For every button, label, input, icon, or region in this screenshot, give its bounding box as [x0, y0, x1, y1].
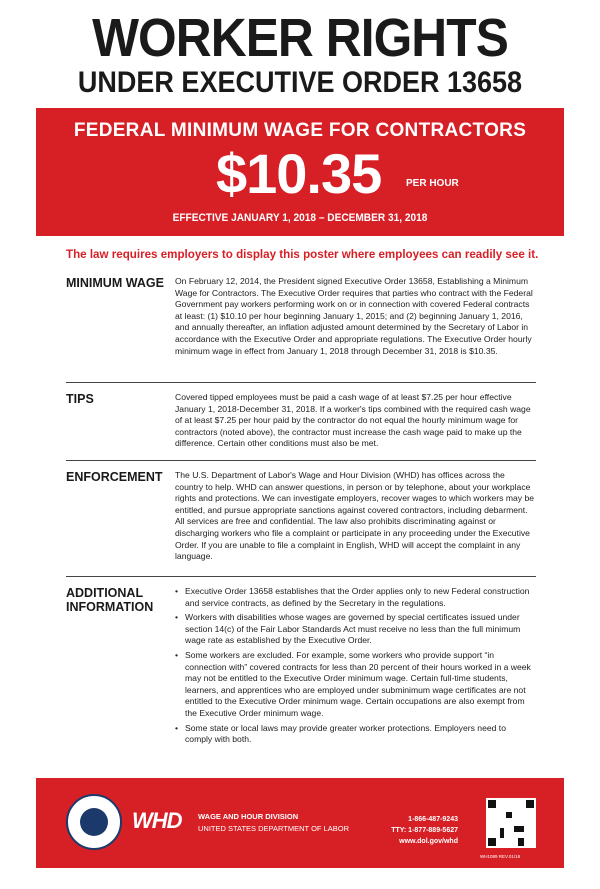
tips-label: TIPS	[66, 392, 94, 406]
qr-code-icon	[486, 798, 536, 848]
department-name: UNITED STATES DEPARTMENT OF LABOR	[198, 824, 349, 833]
divider	[66, 460, 536, 461]
wage-banner	[36, 108, 564, 236]
per-hour-label: PER HOUR	[406, 178, 459, 189]
minimum-wage-label: MINIMUM WAGE	[66, 276, 164, 290]
phone-number: 1-866-487-9243	[408, 816, 458, 823]
division-name: WAGE AND HOUR DIVISION	[198, 812, 299, 821]
list-item: • Some state or local laws may provide greater worker protections. Employers need to comply with both.	[175, 723, 535, 746]
banner-heading: FEDERAL MINIMUM WAGE FOR CONTRACTORS	[73, 120, 527, 141]
website-link[interactable]: www.dol.gov/whd	[399, 838, 458, 845]
additional-list	[175, 586, 535, 749]
display-notice: The law requires employers to display this poster where employees can readily see it.	[66, 248, 539, 261]
wage-amount: $10.35	[216, 142, 382, 205]
additional-label-2: INFORMATION	[66, 600, 154, 614]
additional-label-1: ADDITIONAL	[66, 586, 144, 600]
list-item: • Some workers are excluded. For example, some workers who provide support “in connection with” covered contracts for less than 20 percent of their hours worked in a week may not be entitled to the Executive Order minimum wage. Certain full-time students, learners, and apprentices who are employed under subminimum wage certificates are not entitled to the Executive Order minimum wage. Certain occupations are also exempt from the Executive Order minimum wage.	[175, 650, 535, 720]
contact-info	[391, 814, 458, 847]
enforcement-text: The U.S. Department of Labor's Wage and Hour Division (WHD) has offices across the country to help. WHD can answer questions, in person or by telephone, about your workplace rights and protections. We can investigate employers, recover wages to which workers may be entitled, and pursue appropriate sanctions against covered contractors, including debarment. All services are free and confidential. The law also prohibits discriminating against or discharging workers who file a complaint or participate in any proceeding under the Executive Order. If you are unable to file a complaint in English, WHD will accept the complaint in any language.	[175, 470, 535, 562]
page-subtitle: UNDER EXECUTIVE ORDER 13658	[77, 66, 523, 99]
effective-dates: EFFECTIVE JANUARY 1, 2018 – DECEMBER 31, 2018	[172, 212, 428, 224]
enforcement-label: ENFORCEMENT	[66, 470, 163, 484]
page-title: WORKER RIGHTS	[92, 8, 508, 68]
tty-number: TTY: 1-877-889-5627	[391, 827, 458, 834]
divider	[66, 382, 536, 383]
list-item: • Executive Order 13658 establishes that the Order applies only to new Federal construction and service contracts, as defined by the Secretary in the regulations.	[175, 586, 535, 609]
form-code: WH1089 REV.01/18	[480, 854, 521, 859]
minimum-wage-text: On February 12, 2014, the President signed Executive Order 13658, Establishing a Minimum Wage for Contractors. The Executive Order requires that parties who contract with the Federal Government pay workers performing work on or in connection with covered Federal contracts at least: (1) $10.10 per hour beginning January 1, 2015; and (2) beginning January 1, 2016, and annually thereafter, an inflation adjusted amount determined by the Secretary of Labor in accordance with the Executive Order and appropriate regulations. The Executive Order hourly minimum wage in effect from January 1, 2018 through December 31, 2018 is $10.35.	[175, 276, 533, 356]
tips-text: Covered tipped employees must be paid a cash wage of at least $7.25 per hour effective January 1, 2018-December 31, 2018. If a worker's tips combined with the required cash wage of at least $7.25 per hour paid by the contractor do not equal the hourly minimum wage for contractors (noted above), the contractor must increase the cash wage paid to make up the difference. Certain other conditions must also be met.	[175, 392, 531, 449]
list-item: • Workers with disabilities whose wages are governed by special certificates issued under section 14(c) of the Fair Labor Standards Act must receive no less than the full minimum wage rate as established by the Executive Order.	[175, 612, 535, 647]
divider	[66, 576, 536, 577]
whd-logo: WHD	[132, 808, 182, 833]
department-seal-icon	[66, 794, 122, 850]
footer	[36, 778, 564, 868]
